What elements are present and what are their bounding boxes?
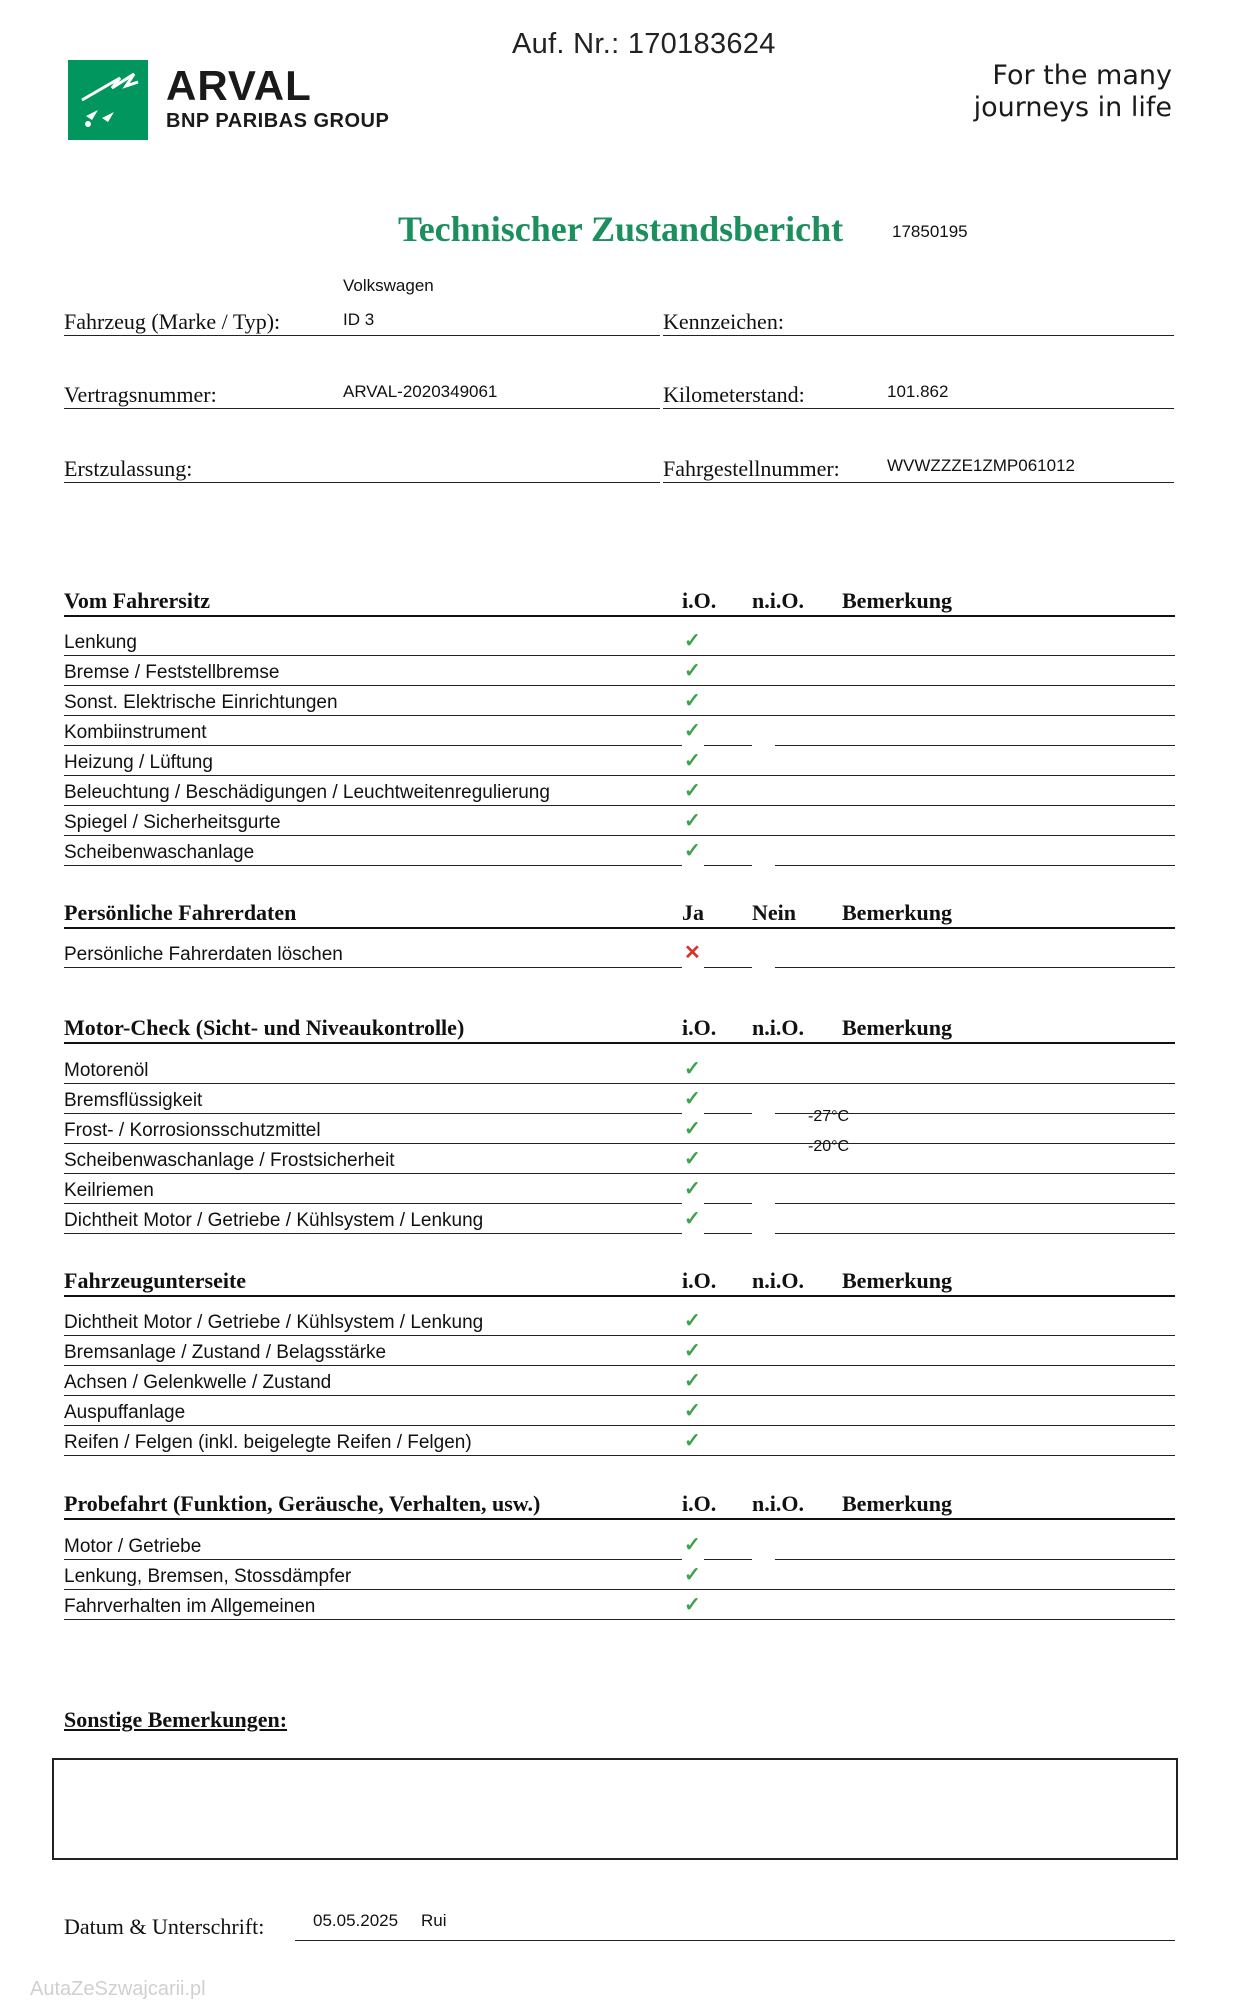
tagline [960,60,1172,124]
row-underline [704,1203,752,1204]
check-mark-icon: ✓ [684,1594,701,1616]
check-mark-icon: ✓ [684,1564,701,1586]
section-rule [64,927,1175,929]
checklist-item-label: Achsen / Gelenkwelle / Zustand [64,1372,332,1393]
tagline-line2: journeys in life [973,92,1172,123]
column-header-ok: i.O. [682,1015,717,1040]
checklist-item-label: Dichtheit Motor / Getriebe / Kühlsystem / Lenkung [64,1312,484,1333]
check-mark-icon: ✓ [684,810,701,832]
mileage-value: 101.862 [887,382,949,401]
section-rule [64,1295,1175,1297]
column-header-not-ok: n.i.O. [752,1268,804,1293]
row-underline [64,1335,1175,1336]
registration-underline [64,482,660,483]
mileage-label: Kilometerstand: [663,382,805,407]
column-header-ok: i.O. [682,1491,717,1516]
row-underline [64,1173,1175,1174]
row-underline [775,1233,1175,1234]
checklist-item-label: Bremsflüssigkeit [64,1090,203,1111]
checklist-item-label: Bremse / Feststellbremse [64,662,280,683]
checklist-item-label: Keilriemen [64,1180,154,1201]
section-rule [64,615,1175,617]
row-underline [775,967,1175,968]
row-underline [64,805,1175,806]
row-underline [64,1425,1175,1426]
page-title: Technischer Zustandsbericht [398,209,844,249]
column-header-not-ok: n.i.O. [752,1491,804,1516]
document-number: 17850195 [892,222,968,241]
check-mark-icon: ✓ [684,1148,701,1170]
brand-name: ARVAL [166,62,312,109]
check-mark-icon: ✓ [684,1118,701,1140]
remarks-title: Sonstige Bemerkungen: [64,1707,288,1732]
row-underline [775,865,1175,866]
row-underline [775,745,1175,746]
contract-underline [64,408,660,409]
section-rule [64,1042,1175,1044]
remark-value: -20°C [808,1138,850,1155]
checklist-item-label: Motor / Getriebe [64,1536,202,1557]
arval-logo-icon [68,60,148,140]
section-title: Persönliche Fahrerdaten [64,900,297,925]
row-underline [64,1203,682,1204]
watermark: AutaZeSzwajcarii.pl [30,1978,206,2000]
row-underline [64,1395,1175,1396]
check-mark-icon: ✓ [684,840,701,862]
section-title: Probefahrt (Funktion, Geräusche, Verhalten, usw.) [64,1491,541,1516]
row-underline [64,1143,1175,1144]
remarks-box[interactable] [52,1758,1178,1860]
check-mark-icon: ✓ [684,1058,701,1080]
column-header-ok: i.O. [682,1268,717,1293]
row-underline [64,1365,1175,1366]
check-mark-icon: ✓ [684,1430,701,1452]
brand-group: BNP PARIBAS GROUP [166,110,390,132]
column-header-remark: Bemerkung [842,1268,952,1293]
checklist-item-label: Beleuchtung / Beschädigungen / Leuchtweitenregulierung [64,782,550,803]
checklist-item-label: Reifen / Felgen (inkl. beigelegte Reifen / Felgen) [64,1432,472,1453]
checklist-item-label: Kombiinstrument [64,722,207,743]
checklist-item-label: Auspuffanlage [64,1402,186,1423]
check-mark-icon: ✓ [684,690,701,712]
row-underline [775,1203,1175,1204]
type-value: ID 3 [343,310,375,329]
cross-mark-icon: ✕ [684,942,701,964]
make-value: Volkswagen [343,276,434,295]
check-mark-icon: ✓ [684,1208,701,1230]
signature-date: 05.05.2025 [313,1911,399,1930]
check-mark-icon: ✓ [684,1400,701,1422]
row-underline [64,685,1175,686]
check-mark-icon: ✓ [684,1340,701,1362]
signature-underline [295,1940,1175,1941]
row-underline [64,775,1175,776]
vin-value: WVWZZZE1ZMP061012 [887,456,1075,475]
make-underline [64,335,660,336]
row-underline [704,967,752,968]
row-underline [704,1559,752,1560]
plate-label: Kennzeichen: [663,309,784,334]
check-mark-icon: ✓ [684,750,701,772]
row-underline [64,1083,1175,1084]
vin-label: Fahrgestellnummer: [663,456,840,481]
column-header-ok: Ja [682,900,704,925]
column-header-remark: Bemerkung [842,900,952,925]
column-header-remark: Bemerkung [842,588,952,613]
section-title: Fahrzeugunterseite [64,1268,247,1293]
row-underline [704,865,752,866]
row-underline [775,1559,1175,1560]
checklist-item-label: Motorenöl [64,1060,149,1081]
checklist-item-label: Frost- / Korrosionsschutzmittel [64,1120,321,1141]
order-number: Auf. Nr.: 170183624 [512,28,776,60]
column-header-not-ok: n.i.O. [752,1015,804,1040]
row-underline [64,1455,1175,1456]
row-underline [64,1589,1175,1590]
section-title: Vom Fahrersitz [64,588,211,613]
row-underline [704,1113,752,1114]
row-underline [64,1233,682,1234]
make-label: Fahrzeug (Marke / Typ): [64,309,281,334]
signature-sign: Rui [421,1911,447,1930]
row-underline [64,967,682,968]
row-underline [704,1233,752,1234]
checklist-item-label: Spiegel / Sicherheitsgurte [64,812,281,833]
plate-underline [663,335,1174,336]
checklist-item-label: Fahrverhalten im Allgemeinen [64,1596,316,1617]
row-underline [704,745,752,746]
section-title: Motor-Check (Sicht- und Niveaukontrolle) [64,1015,465,1040]
signature-label: Datum & Unterschrift: [64,1914,265,1939]
checklist-item-label: Bremsanlage / Zustand / Belagsstärke [64,1342,387,1363]
row-underline [64,1619,1175,1620]
check-mark-icon: ✓ [684,1088,701,1110]
column-header-not-ok: n.i.O. [752,588,804,613]
vin-underline [663,482,1174,483]
section-rule [64,1518,1175,1520]
contract-value: ARVAL-2020349061 [343,382,498,401]
check-mark-icon: ✓ [684,1370,701,1392]
row-underline [64,745,682,746]
checklist-item-label: Scheibenwaschanlage [64,842,255,863]
column-header-ok: i.O. [682,588,717,613]
check-mark-icon: ✓ [684,1178,701,1200]
checklist-item-label: Persönliche Fahrerdaten löschen [64,944,343,965]
check-mark-icon: ✓ [684,660,701,682]
row-underline [64,655,1175,656]
check-mark-icon: ✓ [684,1310,701,1332]
row-underline [64,1113,682,1114]
checklist-item-label: Lenkung, Bremsen, Stossdämpfer [64,1566,352,1587]
contract-label: Vertragsnummer: [64,382,217,407]
checklist-item-label: Heizung / Lüftung [64,752,213,773]
tagline-line1: For the many [992,60,1172,91]
remark-value: -27°C [808,1108,850,1125]
check-mark-icon: ✓ [684,630,701,652]
column-header-remark: Bemerkung [842,1491,952,1516]
checklist-item-label: Sonst. Elektrische Einrichtungen [64,692,338,713]
row-underline [64,865,682,866]
checklist-item-label: Dichtheit Motor / Getriebe / Kühlsystem / Lenkung [64,1210,484,1231]
check-mark-icon: ✓ [684,1534,701,1556]
registration-label: Erstzulassung: [64,456,193,481]
row-underline [64,715,1175,716]
checklist-item-label: Scheibenwaschanlage / Frostsicherheit [64,1150,395,1171]
row-underline [64,835,1175,836]
column-header-remark: Bemerkung [842,1015,952,1040]
column-header-not-ok: Nein [752,900,796,925]
checklist-item-label: Lenkung [64,632,137,653]
mileage-underline [663,408,1174,409]
check-mark-icon: ✓ [684,720,701,742]
check-mark-icon: ✓ [684,780,701,802]
row-underline [64,1559,682,1560]
